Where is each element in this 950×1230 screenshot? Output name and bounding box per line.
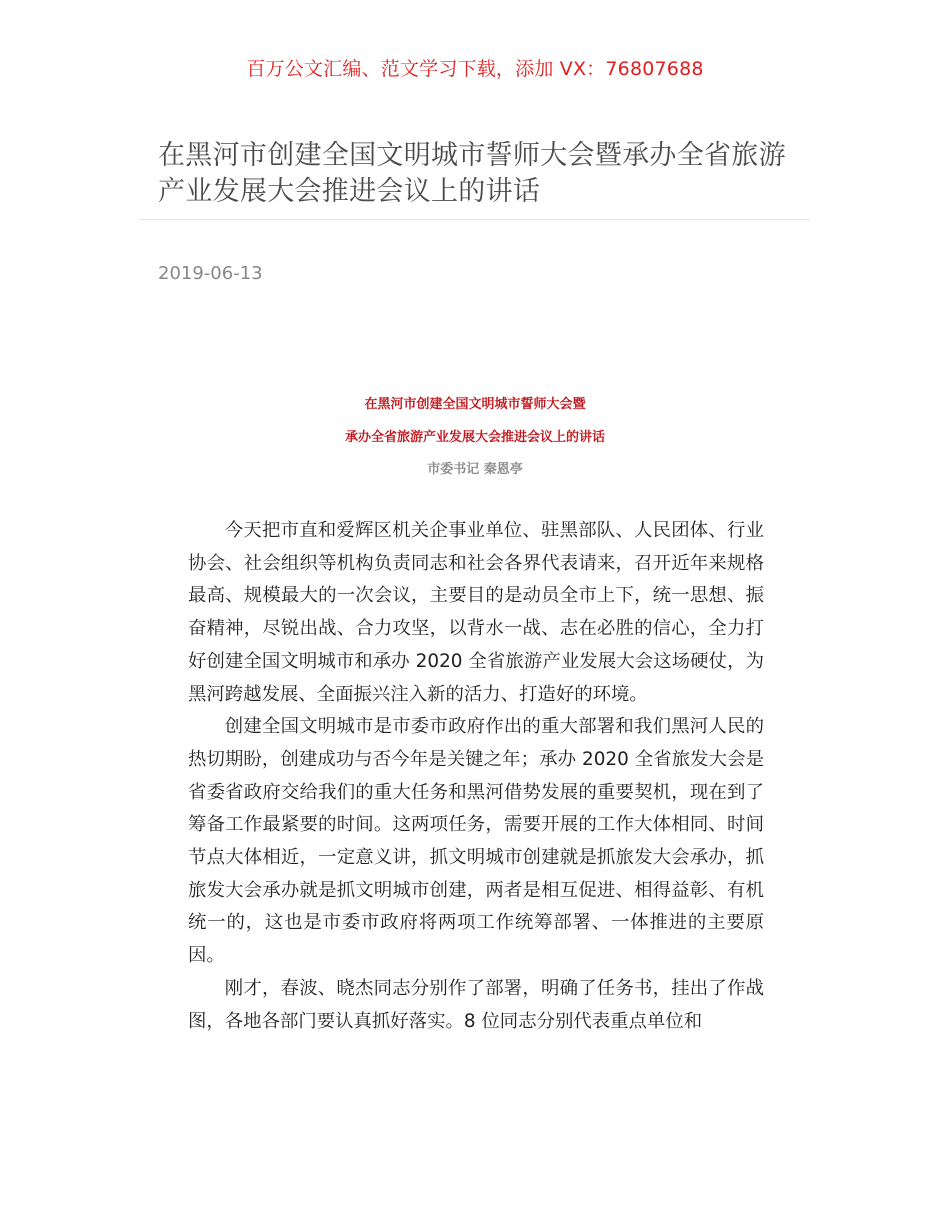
title-divider bbox=[140, 219, 810, 220]
article-title: 在黑河市创建全国文明城市誓师大会暨承办全省旅游产业发展大会推进会议上的讲话 bbox=[158, 140, 786, 207]
body-paragraph: 刚才，春波、晓杰同志分别作了部署，明确了任务书，挂出了作战图，各地各部门要认真抓好落实。8 位同志分别代表重点单位和 bbox=[188, 977, 764, 1032]
body-paragraph: 今天把市直和爱辉区机关企事业单位、驻黑部队、人民团体、行业协会、社会组织等机构负责同志和社会各界代表请来，召开近年来规格最高、规模最大的一次会议，主要目的是动员全市上下，统一思想、振奋精神，尽锐出战、合力攻坚，以背水一战、志在必胜的信心，全力打好创建全国文明城市和承办 2020 全省旅游产业发展大会这场硬仗，为黑河跨越发展、全面振兴注入新的活力、打造好的环境。 bbox=[188, 520, 764, 705]
body-paragraph: 创建全国文明城市是市委市政府作出的重大部署和我们黑河人民的热切期盼，创建成功与否今年是关键之年；承办 2020 全省旅发大会是省委省政府交给我们的重大任务和黑河借势发展的重要契机，现在到了筹备工作最紧要的时间。这两项任务，需要开展的工作大体相同、时间节点大体相近，一定意义讲，抓文明城市创建就是抓旅发大会承办，抓旅发大会承办就是抓文明城市创建，两者是相互促进、相得益彰、有机统一的，这也是市委市政府将两项工作统筹部署、一体推进的主要原因。 bbox=[188, 716, 764, 967]
document-author: 市委书记 秦恩亭 bbox=[427, 462, 523, 477]
document-heading-line1: 在黑河市创建全国文明城市誓师大会暨 bbox=[364, 397, 586, 412]
document-heading-line2: 承办全省旅游产业发展大会推进会议上的讲话 bbox=[344, 430, 605, 445]
promo-banner: 百万公文汇编、范文学习下载，添加 VX：76807688 bbox=[246, 58, 704, 80]
document-body bbox=[188, 515, 764, 1038]
publish-date: 2019-06-13 bbox=[158, 263, 263, 284]
